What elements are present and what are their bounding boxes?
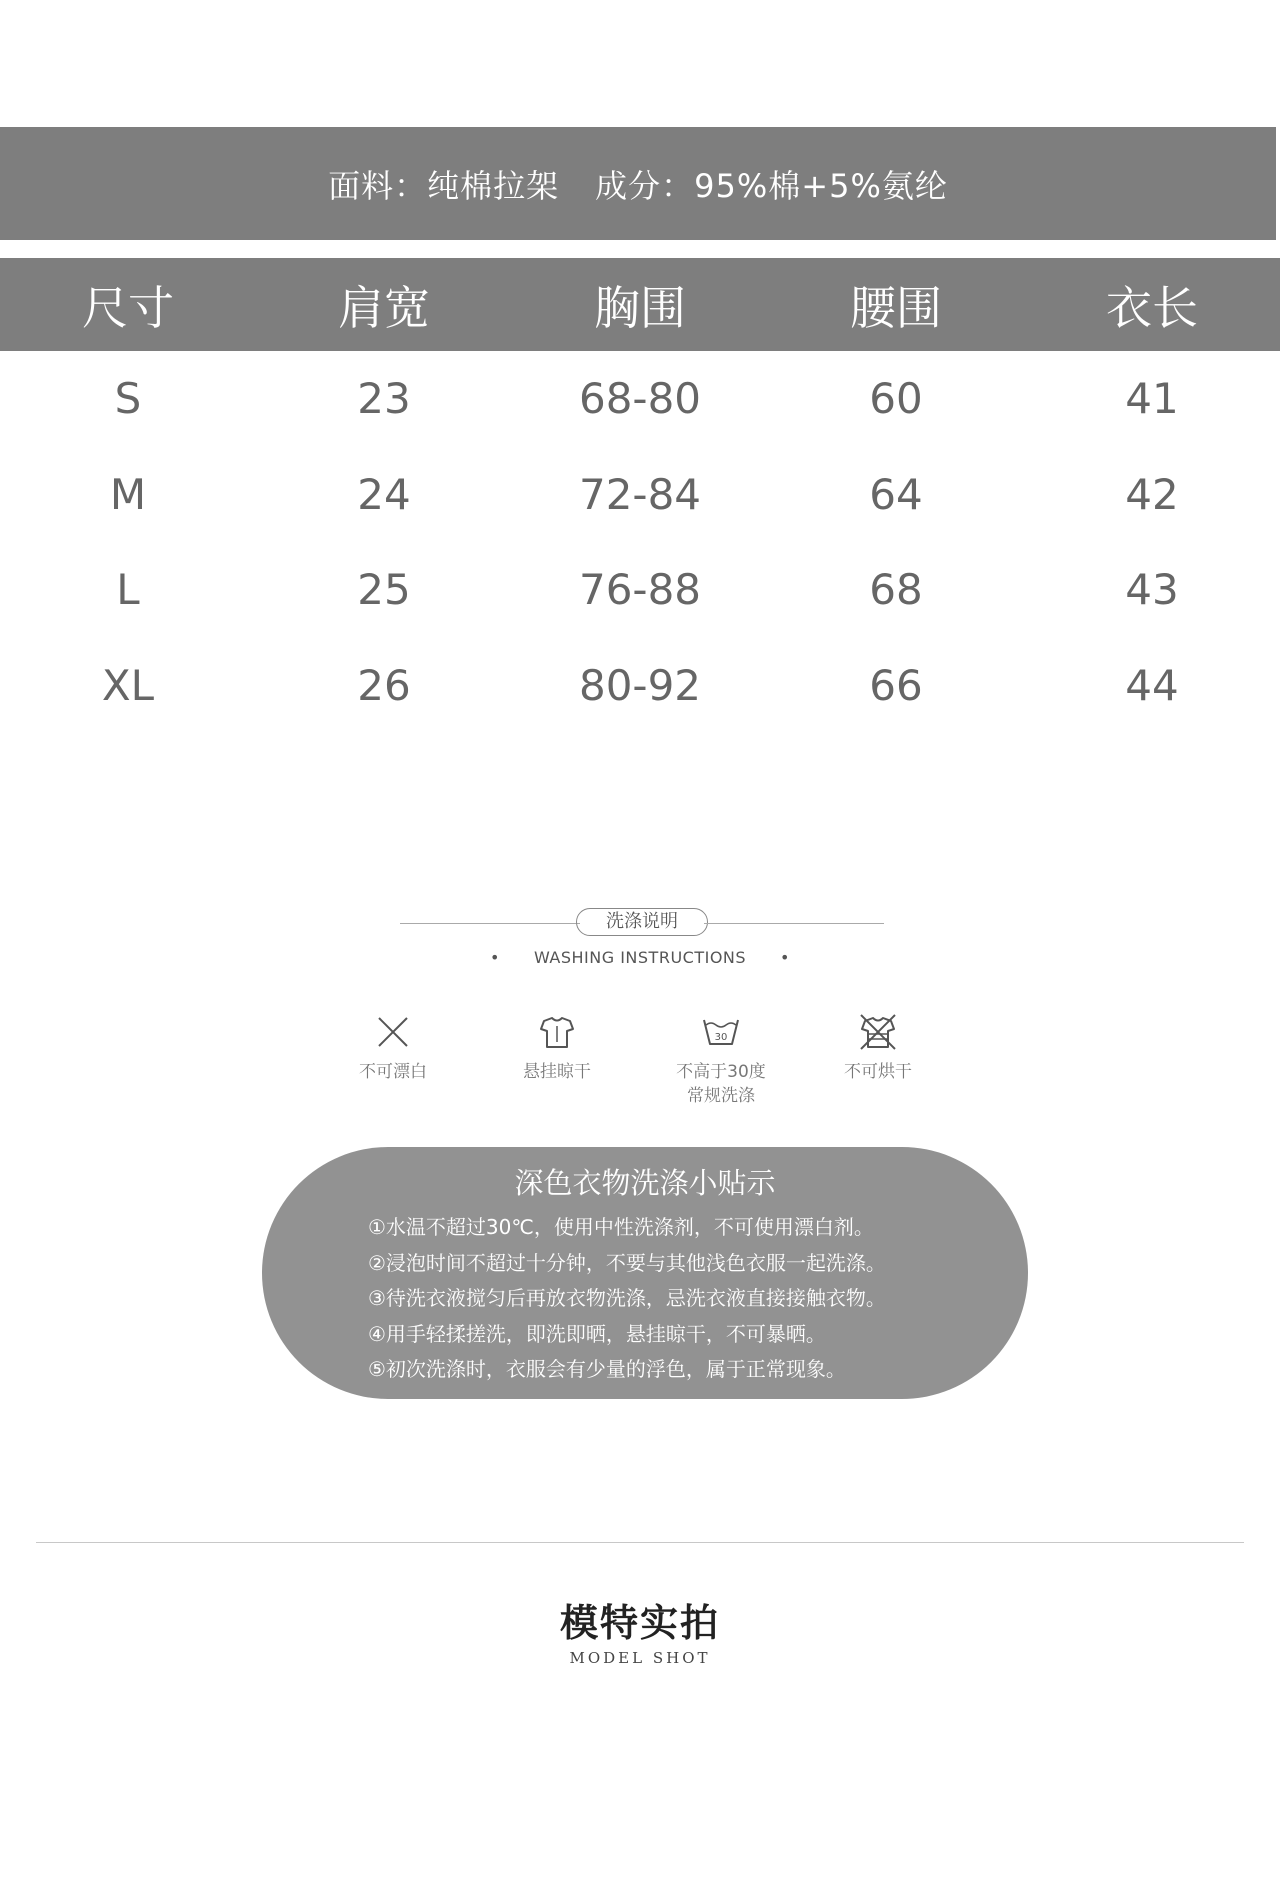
model-shot-title: 模特实拍	[559, 1601, 720, 1645]
shoulder-cell: 25	[357, 565, 411, 615]
fabric-banner	[0, 127, 1276, 240]
washing-subtitle: • WASHING INSTRUCTIONS •	[490, 948, 790, 967]
length-cell: 43	[1125, 565, 1179, 615]
divider-right	[704, 923, 884, 924]
waist-cell: 68	[869, 565, 923, 615]
list-item: ④用手轻揉搓洗，即洗即晒，悬挂晾干，不可暴晒。	[368, 1321, 826, 1346]
waist-cell: 60	[869, 374, 923, 424]
chest-cell: 68-80	[578, 374, 702, 424]
washing-title	[400, 906, 884, 940]
care-item-wash-30	[656, 1012, 786, 1108]
table-row	[0, 447, 1280, 543]
divider-left	[400, 923, 580, 924]
wash-temp: 30	[714, 1032, 728, 1043]
dark-clothing-tips	[262, 1147, 1028, 1399]
waist-cell: 64	[869, 469, 923, 519]
waist-cell: 66	[869, 660, 923, 710]
fabric-material: 面料：纯棉拉架	[328, 166, 560, 205]
table-row	[0, 351, 1280, 447]
size-cell: S	[114, 374, 142, 424]
size-cell: M	[109, 469, 147, 519]
size-cell: L	[116, 565, 140, 615]
header-length: 衣长	[1106, 280, 1198, 335]
tips-title: 深色衣物洗涤小贴示	[514, 1166, 776, 1200]
care-label-line1: 不高于30度	[676, 1062, 766, 1082]
length-cell: 41	[1125, 374, 1179, 424]
size-table-header	[0, 258, 1280, 351]
header-chest: 胸围	[594, 280, 686, 335]
size-table	[0, 351, 1280, 733]
section-divider	[36, 1542, 1244, 1543]
shoulder-cell: 23	[357, 374, 411, 424]
list-item: ③待洗衣液搅匀后再放衣物洗涤，忌洗衣液直接接触衣物。	[368, 1286, 886, 1310]
washing-title-pill: 洗涤说明	[576, 908, 708, 936]
list-item: ②浸泡时间不超过十分钟，不要与其他浅色衣服一起洗涤。	[368, 1250, 886, 1275]
length-cell: 42	[1125, 469, 1179, 519]
hang-dry-icon	[537, 1012, 577, 1052]
shoulder-cell: 24	[357, 469, 411, 519]
care-item-no-tumble-dry	[813, 1012, 943, 1084]
care-item-hang-dry	[492, 1012, 622, 1084]
care-label: 不可漂白	[359, 1062, 427, 1082]
size-cell: XL	[101, 660, 155, 710]
care-label: 不可烘干	[844, 1062, 912, 1082]
header-shoulder: 肩宽	[338, 280, 430, 335]
no-tumble-dry-icon	[858, 1012, 898, 1052]
table-row	[0, 542, 1280, 638]
tips-list	[368, 1210, 886, 1388]
list-item: ⑤初次洗涤时，衣服会有少量的浮色，属于正常现象。	[368, 1357, 846, 1381]
no-bleach-icon	[373, 1012, 413, 1052]
header-size: 尺寸	[82, 280, 174, 335]
wash-30-icon	[701, 1012, 741, 1052]
care-label-line2: 常规洗涤	[687, 1086, 755, 1106]
chest-cell: 72-84	[578, 469, 702, 519]
chest-cell: 76-88	[578, 565, 702, 615]
shoulder-cell: 26	[357, 660, 411, 710]
fabric-composition: 成分：95%棉+5%氨纶	[595, 166, 948, 205]
length-cell: 44	[1125, 660, 1179, 710]
care-item-no-bleach	[328, 1012, 458, 1084]
header-waist: 腰围	[850, 280, 942, 335]
chest-cell: 80-92	[578, 660, 702, 710]
care-label	[656, 1060, 786, 1108]
model-shot-subtitle: MODEL SHOT	[569, 1649, 711, 1667]
washing-subtitle-text: WASHING INSTRUCTIONS	[533, 948, 747, 967]
table-row	[0, 638, 1280, 734]
care-label: 悬挂晾干	[523, 1062, 591, 1082]
list-item: ①水温不超过30℃，使用中性洗涤剂，不可使用漂白剂。	[368, 1215, 874, 1239]
